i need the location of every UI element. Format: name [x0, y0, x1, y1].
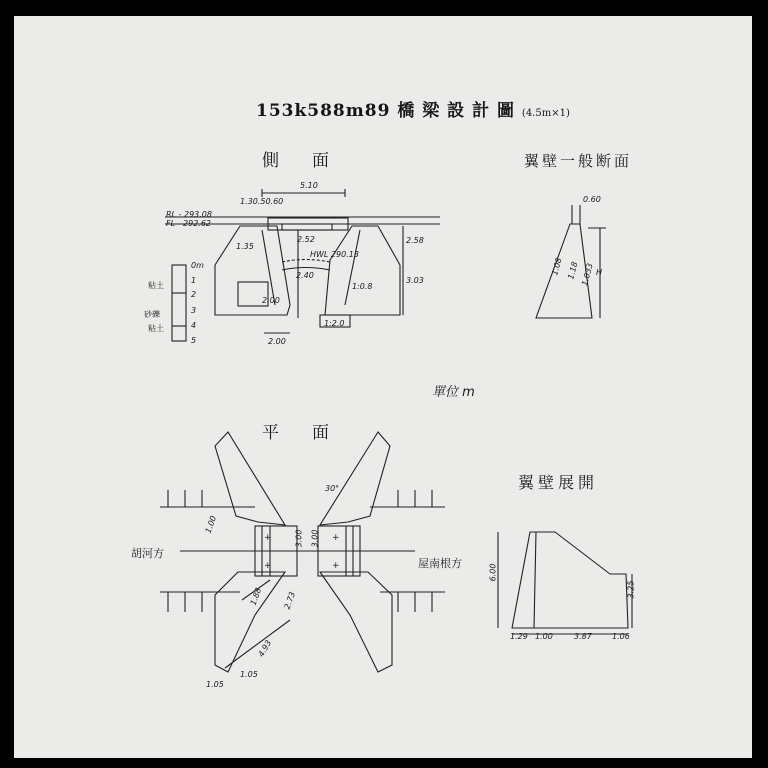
- dim-135: 1.35: [236, 242, 254, 251]
- dim-span: 5.10: [300, 181, 318, 190]
- dim-ratio-2: 1:2.0: [324, 319, 345, 328]
- soil-depth: 0m: [191, 261, 204, 270]
- soil-depth: 4: [191, 321, 197, 330]
- dim-wing-b: 1.18: [566, 260, 580, 281]
- direction-left: 胡河方: [131, 547, 164, 560]
- dim-hwl: HWL 290.13: [310, 250, 359, 259]
- direction-right: 屋南根方: [418, 557, 462, 570]
- dim-ratio-1: 1:0.8: [352, 282, 373, 291]
- soil-layer: 粘土: [148, 281, 164, 290]
- dim-303: 3.03: [406, 276, 424, 285]
- dim-b200: 2.00: [262, 296, 280, 305]
- dim-angle: 30°: [325, 484, 340, 493]
- wing-development-drawing: [498, 532, 632, 634]
- wing-section-drawing: [536, 205, 606, 318]
- wing-section-label: 翼壁一般断面: [524, 152, 633, 170]
- dim-wing-a: 1.08: [550, 256, 564, 277]
- svg-text:+: +: [264, 533, 272, 543]
- dim-top: 1.30.50.60: [240, 197, 284, 206]
- dim-wing-top: 0.60: [583, 195, 601, 204]
- dim-w1: 3.00: [294, 529, 304, 548]
- dim-240: 2.40: [296, 271, 314, 280]
- soil-depth: 1: [191, 276, 197, 285]
- dim-dev-b: 1.06: [612, 632, 630, 641]
- side-view-label: 側 面: [262, 151, 337, 171]
- plan-marks: [264, 533, 340, 571]
- dim-fl: FL - 292.62: [166, 219, 212, 228]
- dim-dev-r: 3.25: [626, 580, 636, 599]
- dim-dev-b: 1.00: [535, 632, 553, 641]
- wing-development-label: 翼壁展開: [518, 473, 599, 492]
- side-view-drawing: [165, 189, 440, 333]
- dim-258: 2.58: [406, 236, 424, 245]
- dim-l3: 4.93: [256, 638, 274, 659]
- dim-dev-b: 3.87: [574, 632, 592, 641]
- dim-dev-h: 6.00: [488, 563, 498, 582]
- dim-base: 2.00: [268, 337, 286, 346]
- dim-l1: 1.88: [248, 586, 264, 607]
- dim-e2: 1.05: [206, 680, 224, 689]
- soil-depth: 5: [191, 336, 197, 345]
- dim-w2: 3.00: [310, 529, 320, 548]
- dim-rl: RL - 293.08: [166, 210, 212, 219]
- dim-e1: 1.00: [203, 514, 219, 535]
- svg-text:+: +: [332, 561, 340, 571]
- title-main: 153k588m89 橋 梁 設 計 圖: [256, 101, 515, 121]
- dim-l2: 2.73: [282, 590, 298, 611]
- soil-column: [172, 265, 186, 341]
- dim-252: 2.52: [297, 235, 315, 244]
- title-sub: (4.5m×1): [521, 108, 570, 119]
- svg-text:+: +: [264, 561, 272, 571]
- soil-layer: 砂礫: [144, 310, 160, 319]
- dim-e3: 1.05: [240, 670, 258, 679]
- svg-text:+: +: [332, 533, 340, 543]
- unit-label: 單位 m: [432, 385, 475, 400]
- dim-wing-h: H: [596, 268, 603, 277]
- plan-view-label: 平 面: [262, 423, 337, 443]
- soil-depth: 3: [191, 306, 197, 315]
- plan-drawing: [160, 432, 445, 672]
- soil-layer: 粘土: [148, 324, 164, 333]
- soil-depth: 2: [191, 290, 197, 299]
- dim-wing-c: 1.033: [580, 262, 595, 287]
- dim-dev-b: 1.29: [510, 632, 528, 641]
